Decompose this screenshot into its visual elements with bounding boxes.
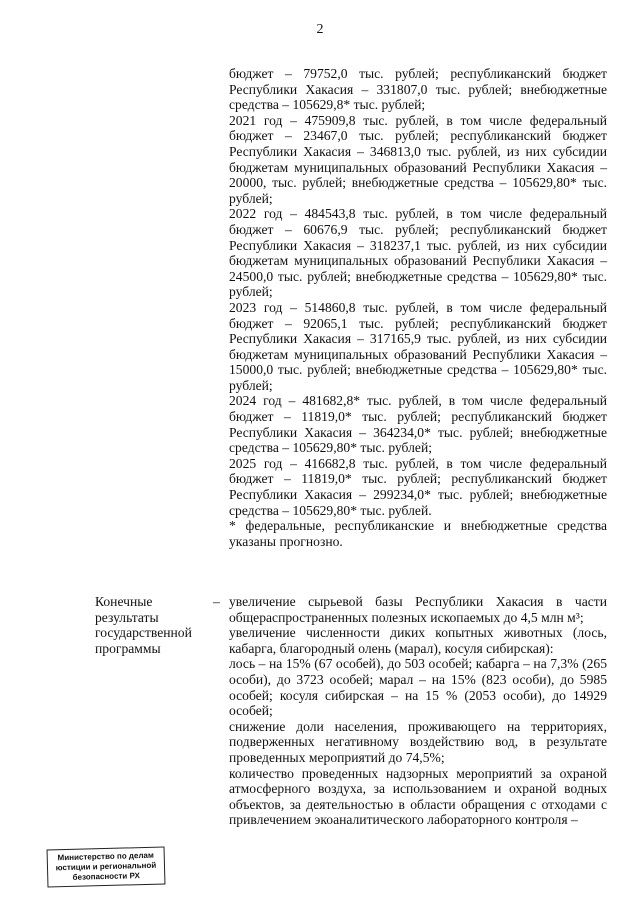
- stamp-line: безопасности РХ: [72, 871, 140, 882]
- funding-paragraph-2021: 2021 год – 475909,8 тыс. рублей, в том числе федеральный бюджет – 23467,0 тыс. рублей; республиканский бюджет Республики Хакасия – 346813,0 тыс. рублей, из них субсидии бюджетам муниципальных образований Республики Хакасия – 20000, тыс. рублей; внебюджетные средства – 105629,80* тыс. рублей;: [229, 112, 607, 206]
- result-item: увеличение численности диких копытных животных (лось, кабарга, благородный олень (марал), косуля сибирская):: [229, 625, 607, 656]
- stamp-line: юстиции и региональной: [55, 860, 157, 873]
- funding-block: [229, 66, 607, 549]
- result-item: снижение доли населения, проживающего на территориях, подверженных негативному воздействию вод, в результате проведенных мероприятий до 74,5%;: [229, 718, 607, 765]
- ministry-stamp: [47, 846, 166, 887]
- funding-paragraph-2025: 2025 год – 416682,8 тыс. рублей, в том числе федеральный бюджет – 11819,0* тыс. рублей; республиканский бюджет Республики Хакасия – 299234,0* тыс. рублей; внебюджетные средства – 105629,80* тыс. рублей.: [229, 455, 607, 518]
- page-number: 2: [316, 22, 324, 37]
- funding-paragraph-2024: 2024 год – 481682,8* тыс. рублей, в том числе федеральный бюджет – 11819,0* тыс. рублей; республиканский бюджет Республики Хакасия – 364234,0* тыс. рублей; внебюджетные средства – 105629,80* тыс. рублей;: [229, 393, 607, 456]
- result-item: количество проведенных надзорных мероприятий за охраной атмосферного воздуха, за использованием и охраной водных объектов, за деятельностью в области обращения с отходами с привлечением экоаналитического лабораторного контроля –: [229, 765, 607, 828]
- results-label: Конечные результаты государственной программы: [95, 594, 192, 656]
- funding-paragraph-2022: 2022 год – 484543,8 тыс. рублей, в том числе федеральный бюджет – 60676,9 тыс. рублей; республиканский бюджет Республики Хакасия – 318237,1 тыс. рублей, из них субсидии бюджетам муниципальных образований Республики Хакасия – 24500,0 тыс. рублей; внебюджетные средства – 105629,80* тыс. рублей;: [229, 206, 607, 300]
- result-item: увеличение сырьевой базы Республики Хакасия в части общераспространенных полезных ископаемых до 4,5 млн м³;: [229, 594, 607, 625]
- results-dash: –: [213, 594, 220, 609]
- result-item: лось – на 15% (67 особей), до 503 особей; кабарга – на 7,3% (265 особи), до 3723 особей; марал – на 15% (823 особи), до 5985 особей; косуля сибирская – на 15 % (2053 особи), до 14929 особей;: [229, 656, 607, 719]
- funding-paragraph: бюджет – 79752,0 тыс. рублей; республиканский бюджет Республики Хакасия – 331807,0 тыс. рублей; внебюджетные средства – 105629,8* тыс. рублей;: [229, 66, 607, 113]
- stamp-line: Министерство по делам: [57, 850, 154, 863]
- funding-paragraph-2023: 2023 год – 514860,8 тыс. рублей, в том числе федеральный бюджет – 92065,1 тыс. рублей; республиканский бюджет Республики Хакасия – 317165,9 тыс. рублей, из них субсидии бюджетам муниципальных образований Республики Хакасия – 15000,0 тыс. рублей; внебюджетные средства – 105629,80* тыс. рублей;: [229, 299, 607, 393]
- funding-note: * федеральные, республиканские и внебюджетные средства указаны прогнозно.: [229, 518, 607, 549]
- results-list: [229, 594, 607, 828]
